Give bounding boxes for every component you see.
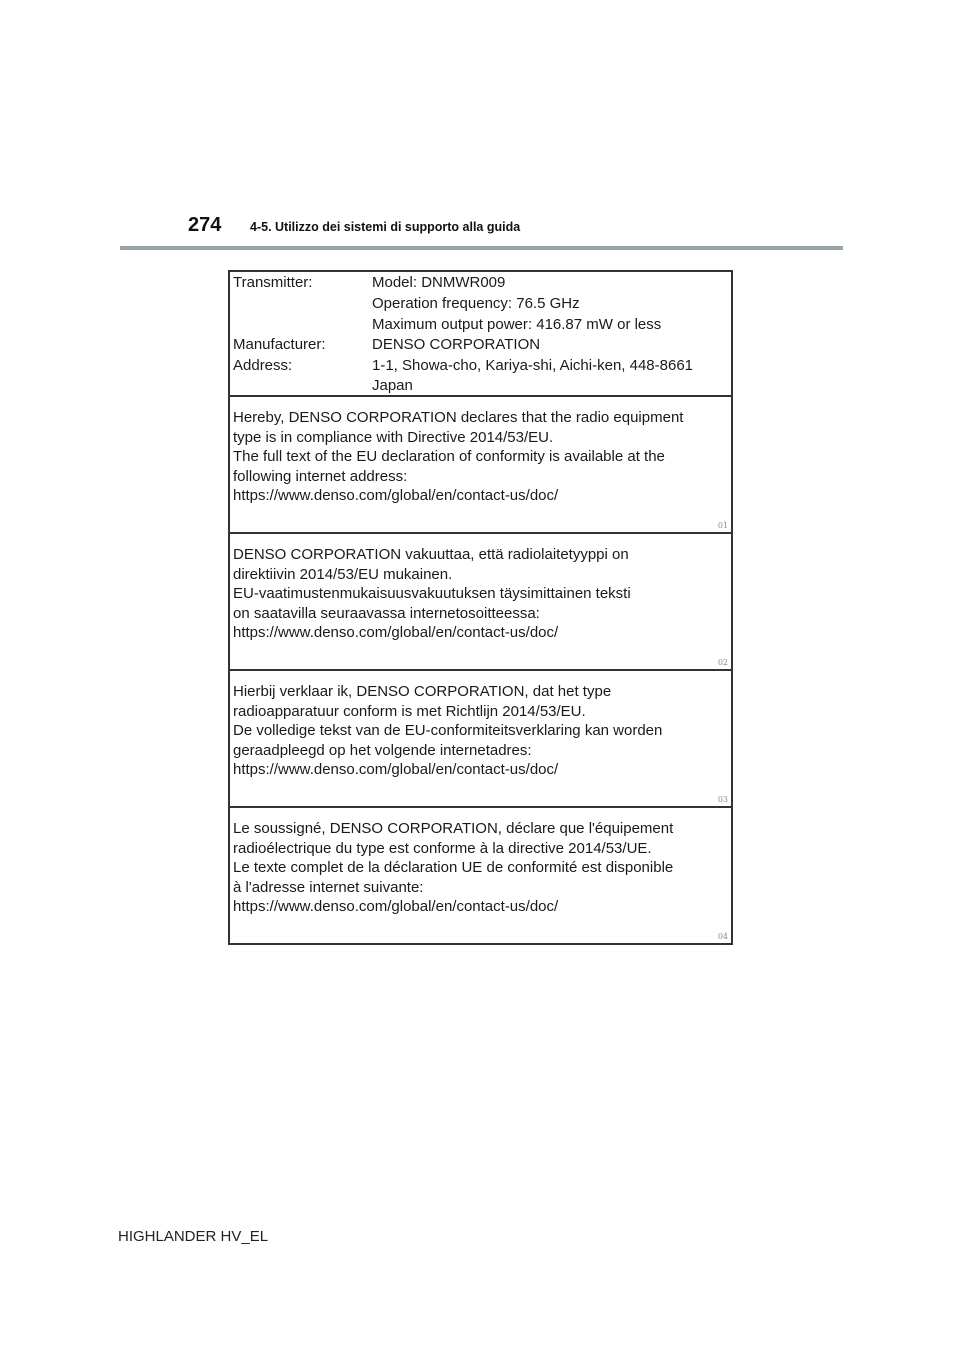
declaration-text: DENSO CORPORATION vakuuttaa, että radiolaitetyyppi on direktiivin 2014/53/EU mukainen. EU-vaatimustenmukaisuusvakuutuksen täysimittainen teksti on saatavilla seuraavassa internetosoitteessa: https://www.denso.com/global/en/contact-us/doc/	[233, 546, 631, 641]
spec-value: Maximum output power: 416.87 mW or less	[372, 316, 662, 333]
spec-key: Manufacturer:	[233, 336, 326, 353]
spec-value: 1-1, Showa-cho, Kariya-shi, Aichi-ken, 448-8661	[372, 357, 694, 374]
page-number: 274	[188, 214, 222, 236]
declaration-code: 01	[717, 521, 728, 530]
declaration-text: Hereby, DENSO CORPORATION declares that the radio equipment type is in compliance with Directive 2014/53/EU. The full text of the EU declaration of conformity is available at the following internet address: https://www.denso.com/global/en/contact-us/doc/	[233, 409, 684, 504]
declaration-code: 02	[717, 658, 728, 667]
declaration-finnish	[230, 534, 731, 671]
declaration-text: Hierbij verklaar ik, DENSO CORPORATION, dat het type radioapparatuur conform is met Richtlijn 2014/53/EU. De volledige tekst van de EU-conformiteitsverklaring kan worden geraadpleegd op het volgende internetadres: https://www.denso.com/global/en/contact-us/doc/	[233, 683, 663, 778]
spec-key: Address:	[233, 357, 293, 374]
page-header	[120, 214, 843, 250]
declaration-code: 03	[717, 795, 728, 804]
declaration-text: Le soussigné, DENSO CORPORATION, déclare que l'équipement radioélectrique du type est conforme à la directive 2014/53/UE. Le texte complet de la déclaration UE de conformité est disponible à l'adresse internet suivante: https://www.denso.com/global/en/contact-us/doc/	[233, 820, 674, 915]
spec-key: Transmitter:	[233, 274, 313, 291]
spec-value: Model: DNMWR009	[372, 274, 506, 291]
footer-model-name: HIGHLANDER HV_EL	[118, 1228, 269, 1245]
declaration-english	[230, 397, 731, 534]
spec-value: DENSO CORPORATION	[372, 336, 541, 353]
spec-value: Japan	[372, 377, 413, 394]
declaration-code: 04	[717, 932, 728, 941]
transmitter-spec-block	[230, 272, 731, 397]
section-title: 4-5. Utilizzo dei sistemi di supporto alla guida	[250, 220, 521, 234]
declaration-french	[230, 808, 731, 943]
spec-value: Operation frequency: 76.5 GHz	[372, 295, 580, 312]
declaration-dutch	[230, 671, 731, 808]
compliance-label	[228, 270, 733, 945]
